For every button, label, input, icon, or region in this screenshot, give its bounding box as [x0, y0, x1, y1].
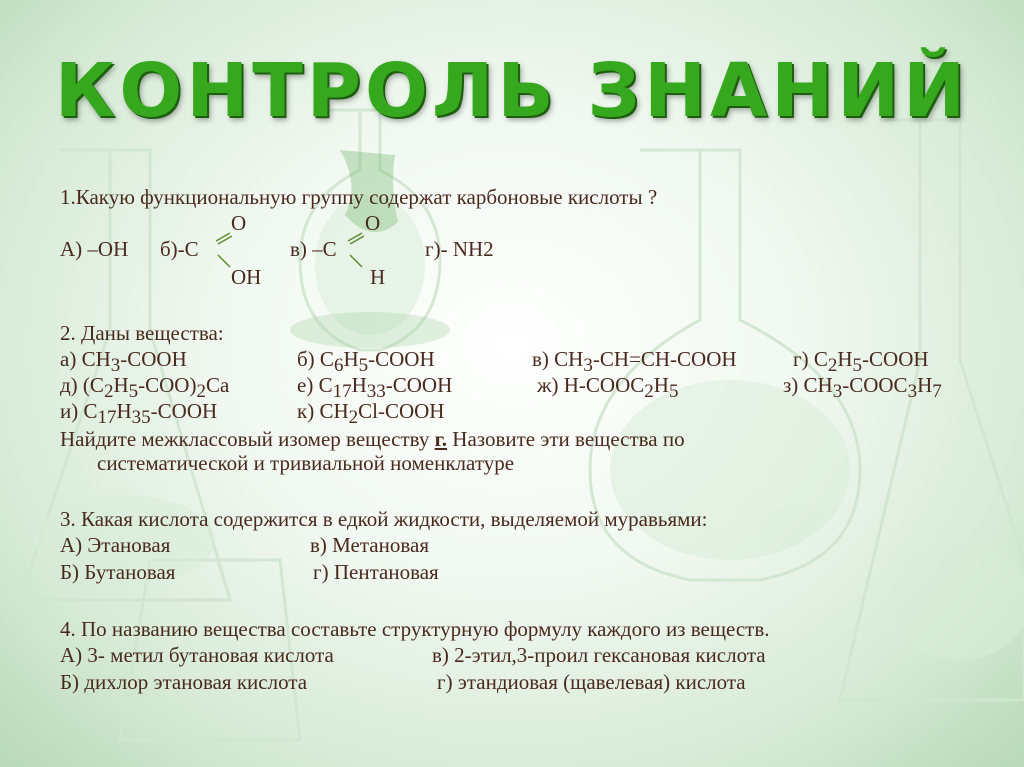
- q1-option-v: в) –С: [290, 237, 337, 261]
- q2-item-d: д) $(C_2H_5-COO)_2Ca$: [60, 373, 230, 403]
- q1-oxygen-2: O: [365, 211, 381, 235]
- q4-question: 4. По названию вещества составьте структурную формулу каждого из веществ.: [60, 617, 770, 641]
- q3-option-v: в) Метановая: [310, 533, 429, 557]
- page-title: КОНТРОЛЬ ЗНАНИЙ: [54, 48, 970, 134]
- q2-item-i: и) $C_{17}H_{35}$-COOH: [60, 399, 218, 429]
- q2-item-b: б) $C_6H_5$-COOH: [297, 347, 435, 377]
- q3-option-b: Б) Бутановая: [60, 560, 176, 584]
- q1-question: 1.Какую функциональную группу содержат карбоновые кислоты ?: [60, 185, 658, 209]
- q1-bond-lines: [200, 225, 420, 270]
- q2-item-e: е) $C_{17}H_{33}$-COOH: [297, 373, 453, 403]
- q4-option-g: г) этандиовая (щавелевая) кислота: [437, 670, 746, 694]
- q4-option-a: А) 3- метил бутановая кислота: [60, 643, 334, 667]
- q4-option-v: в) 2-этил,3-проил гексановая кислота: [432, 643, 766, 667]
- q2-task-letter: г.: [434, 427, 448, 451]
- q2-task-line2: систематической и тривиальной номенклатуре: [97, 451, 515, 475]
- q1-oxygen-1: O: [231, 211, 247, 235]
- q2-item-g: г) $C_2H_5$-COOH: [793, 347, 929, 377]
- q4-option-b: Б) дихлор этановая кислота: [60, 670, 308, 694]
- q2-item-k: к) $CH_2Cl$-COOH: [297, 399, 445, 429]
- q1-option-a: А) –ОН: [60, 237, 129, 261]
- q3-question: 3. Какая кислота содержится в едкой жидкости, выделяемой муравьями:: [60, 507, 708, 531]
- q2-item-zh: ж) $H-COOC_2H_5$: [537, 373, 679, 403]
- q2-task: Найдите межклассовый изомер веществу г. Назовите эти вещества по: [60, 427, 685, 451]
- q2-item-z: з) $CH_3-COOC_3H_7$: [783, 373, 942, 403]
- q2-item-a: а) $CH_3$-COOH: [60, 347, 187, 377]
- q3-option-a: А) Этановая: [60, 533, 171, 557]
- q2-intro: 2. Даны вещества:: [60, 321, 224, 345]
- q1-option-b: б)-С: [160, 237, 199, 261]
- q1-option-g: г)- NH2: [425, 237, 494, 261]
- q1-hydrogen: H: [370, 265, 386, 289]
- q3-option-g: г) Пентановая: [313, 560, 439, 584]
- q1-hydroxyl: OH: [231, 265, 262, 289]
- q2-item-v: в) $CH_3-CH=CH$-COOH: [532, 347, 737, 377]
